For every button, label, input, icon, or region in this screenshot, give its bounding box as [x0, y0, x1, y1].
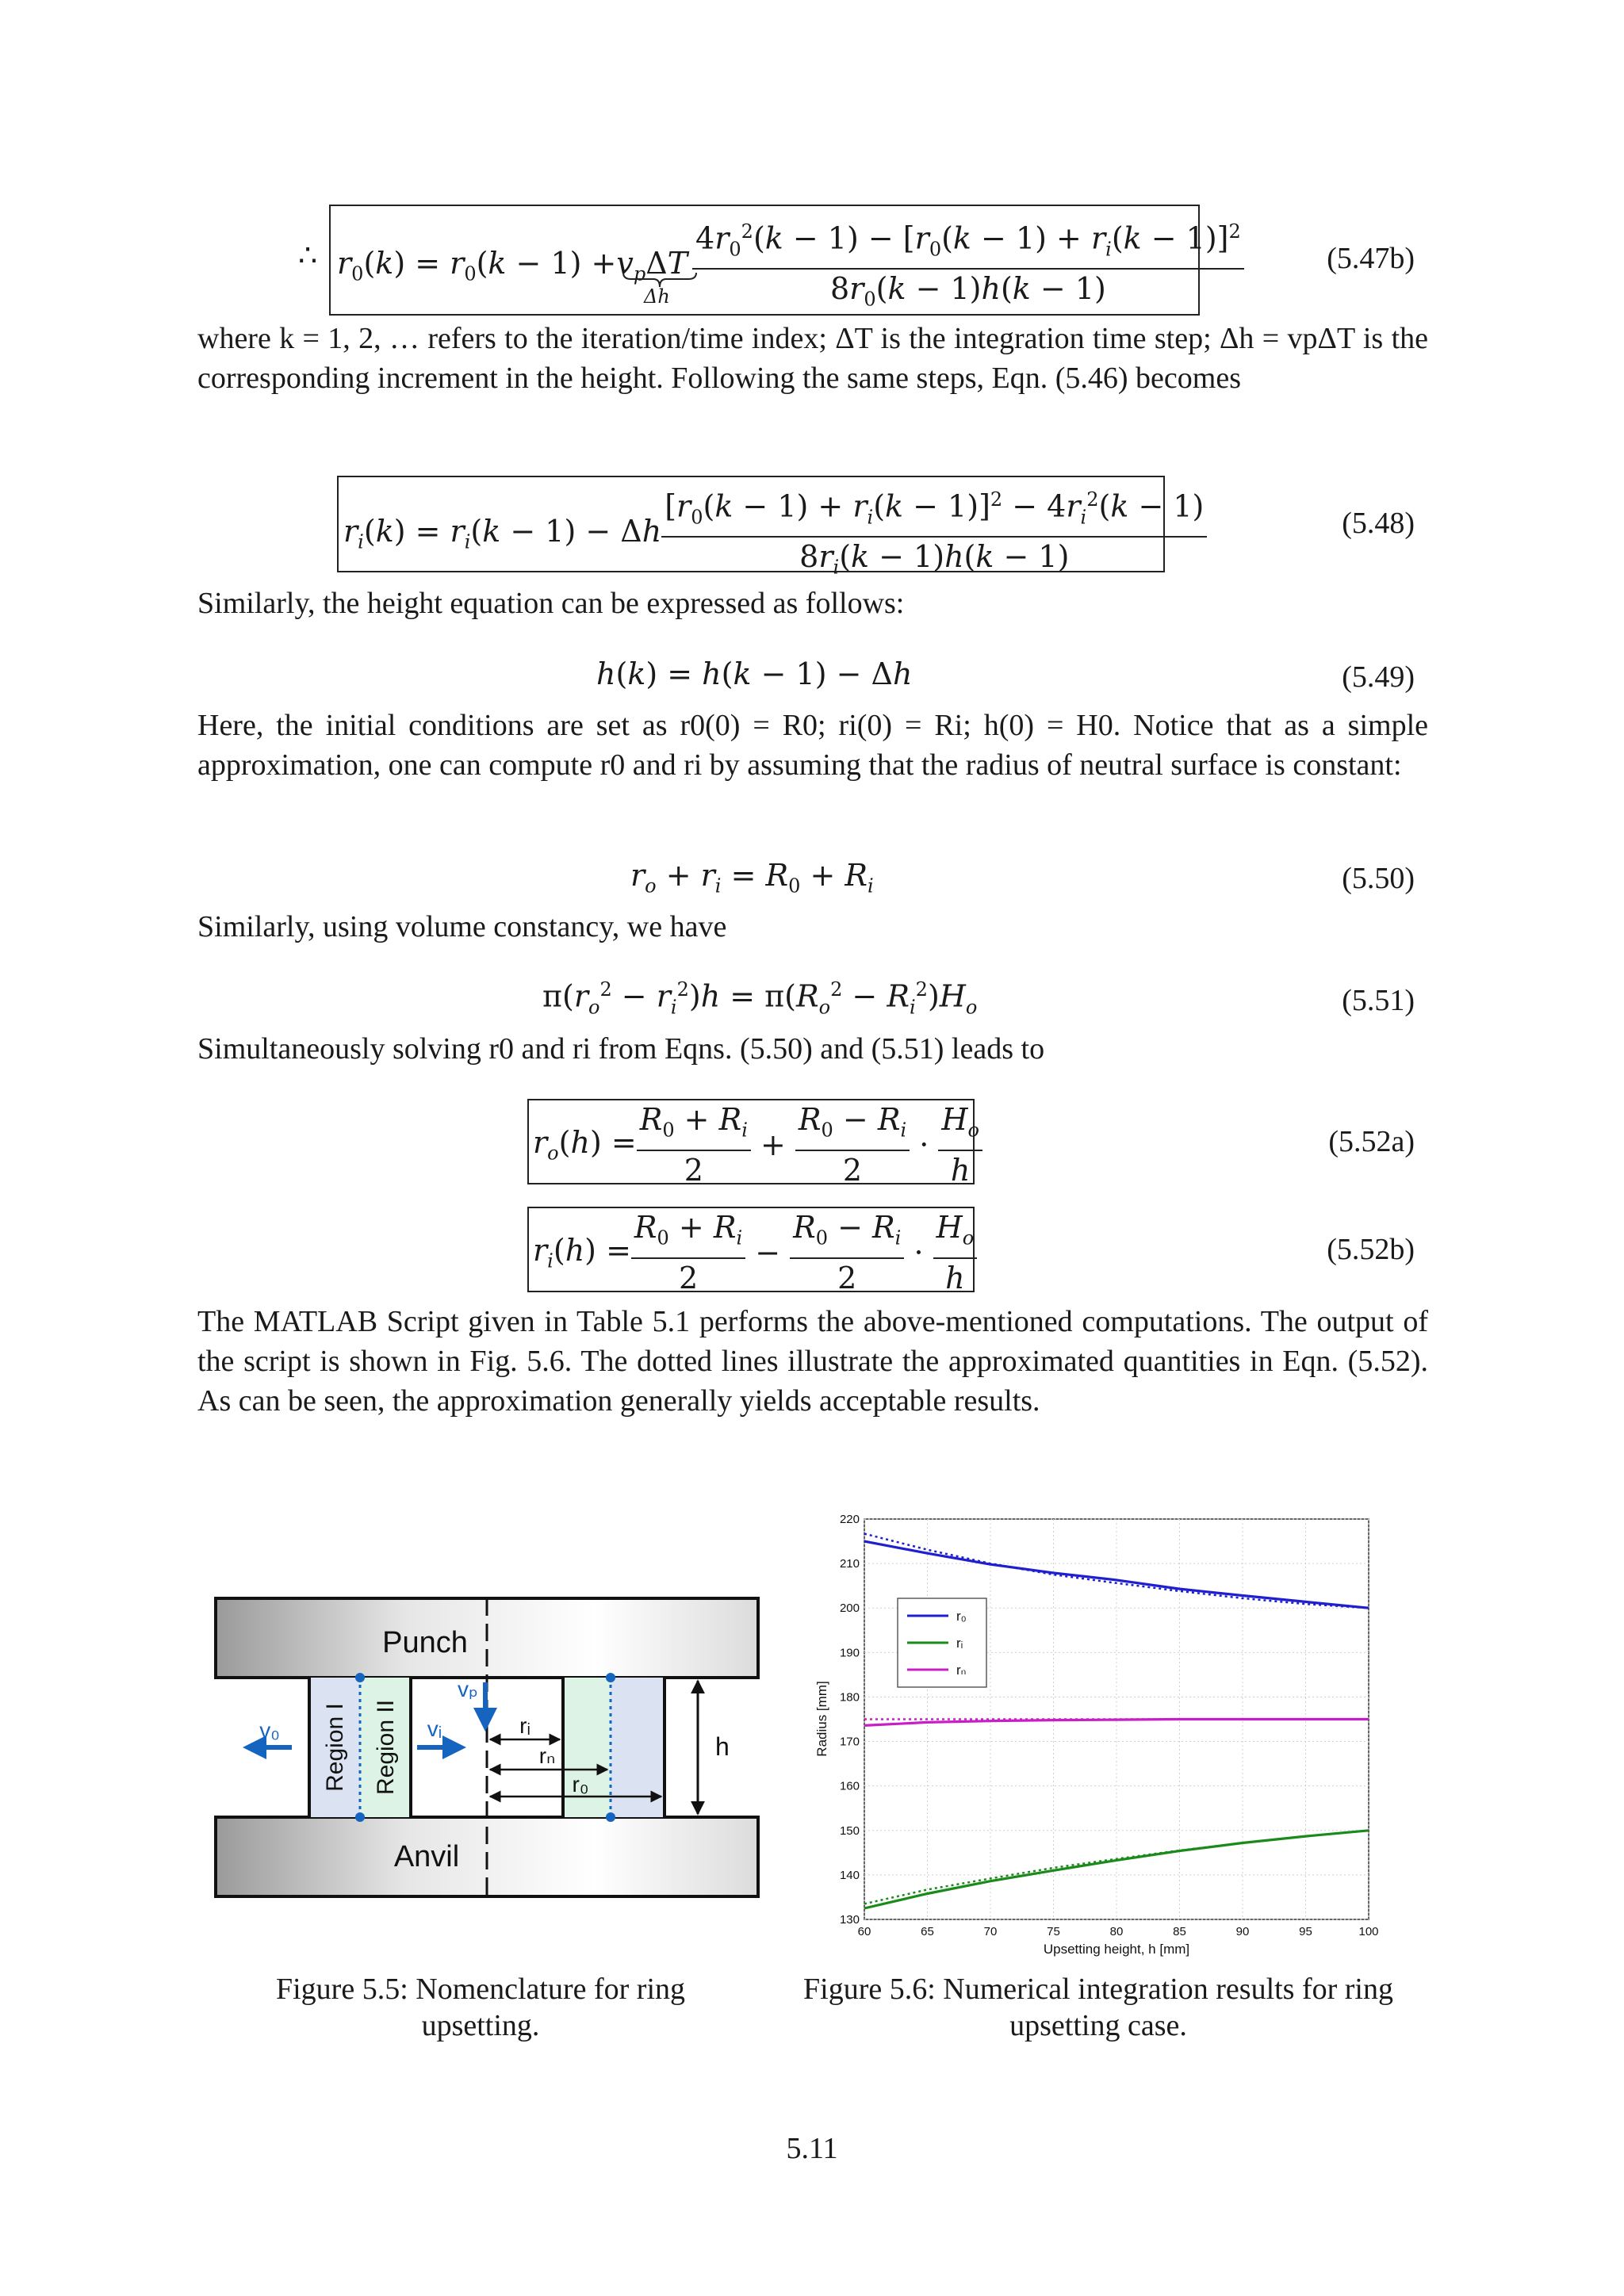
equation-number-5-51: (5.51)	[1342, 984, 1415, 1017]
h-label: h	[715, 1732, 730, 1761]
paragraph-5: Simultaneously solving r0 and ri from Eqns. (5.50) and (5.51) leads to	[197, 1032, 1045, 1066]
x-tick-label: 80	[1109, 1925, 1124, 1938]
equation-5-47b: $r_0(k) = r_0(k - 1) +v_p\Delta T$ $\frac{4r_0^2(k - 1) - [r_0(k - 1) + r_i(k - 1)]^2}{8r_0(k - 1)h(k - 1)}$	[337, 212, 1244, 319]
y-tick-label: 170	[839, 1735, 860, 1749]
anvil-label: Anvil	[393, 1840, 460, 1873]
paragraph-1: where k = 1, 2, … refers to the iteration/time index; ΔT is the integration time step; Δh = vpΔT is the corresponding increment in the height. Following the same steps, Eqn. (5.46) becomes	[197, 322, 1428, 395]
equation-number-5-48: (5.48)	[1342, 507, 1415, 540]
y-tick-label: 160	[839, 1779, 860, 1793]
x-axis-label: Upsetting height, h [mm]	[1043, 1942, 1190, 1957]
x-tick-label: 70	[983, 1925, 998, 1938]
x-tick-label: 60	[857, 1925, 871, 1938]
figure-5-6-caption: Figure 5.6: Numerical integration results for ring upsetting case.	[803, 1973, 1393, 2042]
legend	[898, 1598, 986, 1687]
region-1-label: Region I	[322, 1703, 348, 1792]
y-tick-label: 150	[839, 1823, 860, 1838]
figure-5-6-chart	[801, 1498, 1404, 1966]
therefore-symbol: ∴	[298, 238, 318, 273]
x-tick-label: 75	[1047, 1925, 1060, 1938]
legend-label-ri: rᵢ	[956, 1636, 963, 1651]
underbrace-label: Δh	[644, 285, 670, 308]
equation-5-49: h(k) = h(k − 1) − Δh	[596, 656, 913, 691]
vp-label: vₚ	[458, 1677, 478, 1701]
r0-label: r₀	[572, 1772, 589, 1797]
legend-label-r0: r₀	[956, 1609, 967, 1624]
equation-number-5-47b: (5.47b)	[1327, 242, 1415, 275]
y-tick-label: 190	[839, 1646, 860, 1660]
equation-5-52a: $r_o(h)$ = $\frac{R_0 + R_i}{2}$ + $\frac{R_0 - R_i}{2}$ · $\frac{H_o}{h}$	[533, 1100, 982, 1189]
page-number: 5.11	[786, 2132, 838, 2165]
legend-label-rn: rₙ	[956, 1663, 967, 1678]
equation-5-51: $\pi(r_o^2 - r_i^2)h = \pi(R_o^2 - R_i^2)H_o$	[542, 978, 978, 1019]
y-tick-label: 140	[839, 1868, 860, 1882]
v0-label: v₀	[259, 1718, 280, 1743]
punch-label: Punch	[382, 1626, 468, 1659]
x-tick-label: 90	[1235, 1925, 1250, 1938]
region-2-label: Region II	[373, 1699, 399, 1796]
paragraph-4: Similarly, using volume constancy, we have	[197, 910, 727, 943]
equation-number-5-50: (5.50)	[1342, 862, 1415, 895]
y-tick-label: 200	[839, 1601, 860, 1616]
y-tick-label: 210	[839, 1557, 860, 1571]
equation-number-5-52b: (5.52b)	[1327, 1233, 1415, 1266]
equation-5-52b: $r_i(h)$ = $\frac{R_0 + R_i}{2}$ − $\frac{R_0 - R_i}{2}$ · $\frac{H_o}{h}$	[533, 1208, 977, 1297]
vi-label: vᵢ	[427, 1716, 442, 1741]
x-tick-label: 65	[921, 1925, 934, 1938]
x-tick-label: 100	[1358, 1925, 1379, 1938]
figure-5-5-caption: Figure 5.5: Nomenclature for ring upsetting.	[275, 1973, 686, 2042]
x-tick-label: 95	[1299, 1925, 1312, 1938]
rn-label: rₙ	[538, 1743, 556, 1768]
ri-label: rᵢ	[519, 1713, 530, 1738]
y-tick-label: 130	[839, 1913, 860, 1927]
y-axis-label: Radius [mm]	[814, 1681, 829, 1757]
paragraph-6: The MATLAB Script given in Table 5.1 performs the above-mentioned computations. The output of the script is shown in Fig. 5.6. The dotted lines illustrate the approximated quantities in Eqn. (5.52). As can be seen, the approximation generally yields acceptable results.	[197, 1305, 1428, 1418]
equation-number-5-52a: (5.52a)	[1328, 1125, 1415, 1158]
x-tick-label: 85	[1173, 1925, 1186, 1938]
y-tick-label: 180	[839, 1690, 860, 1705]
paragraph-3: Here, the initial conditions are set as r0(0) = R0; ri(0) = Ri; h(0) = H0. Notice that as a simple approximation, one can compute r0 and ri by assuming that the radius of neutral surface is constant:	[197, 709, 1428, 782]
equation-number-5-49: (5.49)	[1342, 660, 1415, 694]
figure-5-5-diagram	[198, 1578, 785, 1911]
equation-5-50: $r_o + r_i = R_0 + R_i$	[630, 858, 874, 897]
y-tick-label: 220	[839, 1513, 860, 1526]
equation-5-48: $r_i(k) = r_i(k - 1) - \Delta h$ $\frac{[r_0(k - 1) + r_i(k - 1)]^2 - 4r_i^2(k - 1)}{8r_i(k - 1)h(k - 1)}$	[343, 480, 1207, 587]
paragraph-2: Similarly, the height equation can be expressed as follows:	[197, 587, 905, 620]
